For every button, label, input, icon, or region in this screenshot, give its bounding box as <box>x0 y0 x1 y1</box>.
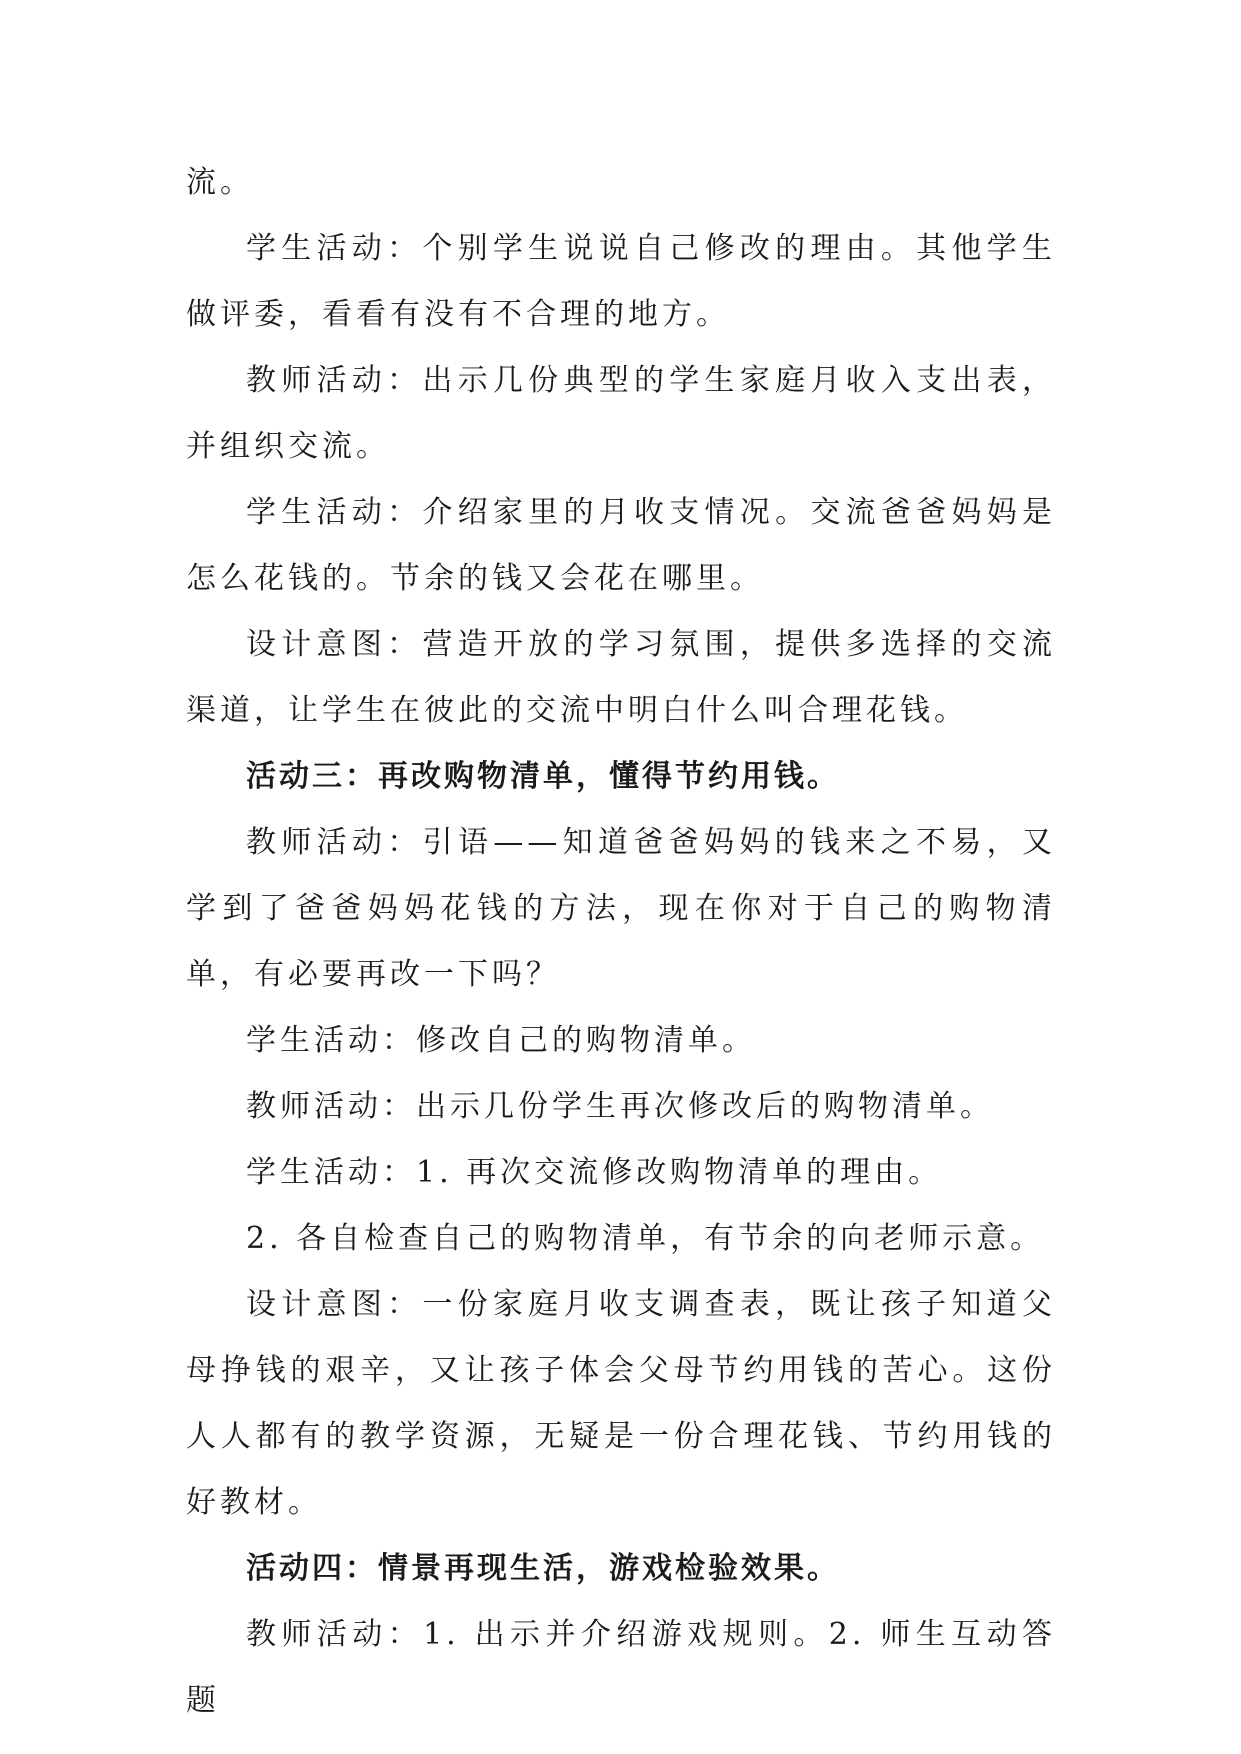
paragraph-design-intent-2: 设计意图：一份家庭月收支调查表，既让孩子知道父母挣钱的艰辛，又让孩子体会父母节约用钱的苦心。这份人人都有的教学资源，无疑是一份合理花钱、节约用钱的好教材。 <box>186 1287 1056 1520</box>
paragraph-teacher-activity-2: 教师活动：引语——知道爸爸妈妈的钱来之不易，又学到了爸爸妈妈花钱的方法，现在你对于自己的购物清单，有必要再改一下吗？ <box>186 825 1056 992</box>
paragraph-teacher-activity-3: 教师活动：出示几份学生再次修改后的购物清单。 <box>246 1089 994 1124</box>
paragraph-student-activity-3: 学生活动：修改自己的购物清单。 <box>246 1023 756 1058</box>
section-heading-activity-4: 活动四：情景再现生活，游戏检验效果。 <box>246 1551 840 1586</box>
section-heading-activity-3: 活动三：再改购物清单，懂得节约用钱。 <box>246 759 840 794</box>
paragraph-teacher-activity-4: 教师活动：1. 出示并介绍游戏规则。2. 师生互动答题 <box>186 1617 1056 1718</box>
document-page <box>186 150 1056 1734</box>
paragraph-teacher-activity-1: 教师活动：出示几份典型的学生家庭月收入支出表，并组织交流。 <box>186 363 1056 464</box>
paragraph-student-activity-4-item-2: 2. 各自检查自己的购物清单，有节余的向老师示意。 <box>246 1221 1045 1256</box>
paragraph-continuation: 流。 <box>186 165 254 200</box>
paragraph-student-activity-2: 学生活动：介绍家里的月收支情况。交流爸爸妈妈是怎么花钱的。节余的钱又会花在哪里。 <box>186 495 1056 596</box>
paragraph-design-intent-1: 设计意图：营造开放的学习氛围，提供多选择的交流渠道，让学生在彼此的交流中明白什么叫合理花钱。 <box>186 627 1056 728</box>
paragraph-student-activity-4: 学生活动：1. 再次交流修改购物清单的理由。 <box>246 1155 943 1190</box>
paragraph-student-activity-1: 学生活动：个别学生说说自己修改的理由。其他学生做评委，看看有没有不合理的地方。 <box>186 231 1056 332</box>
